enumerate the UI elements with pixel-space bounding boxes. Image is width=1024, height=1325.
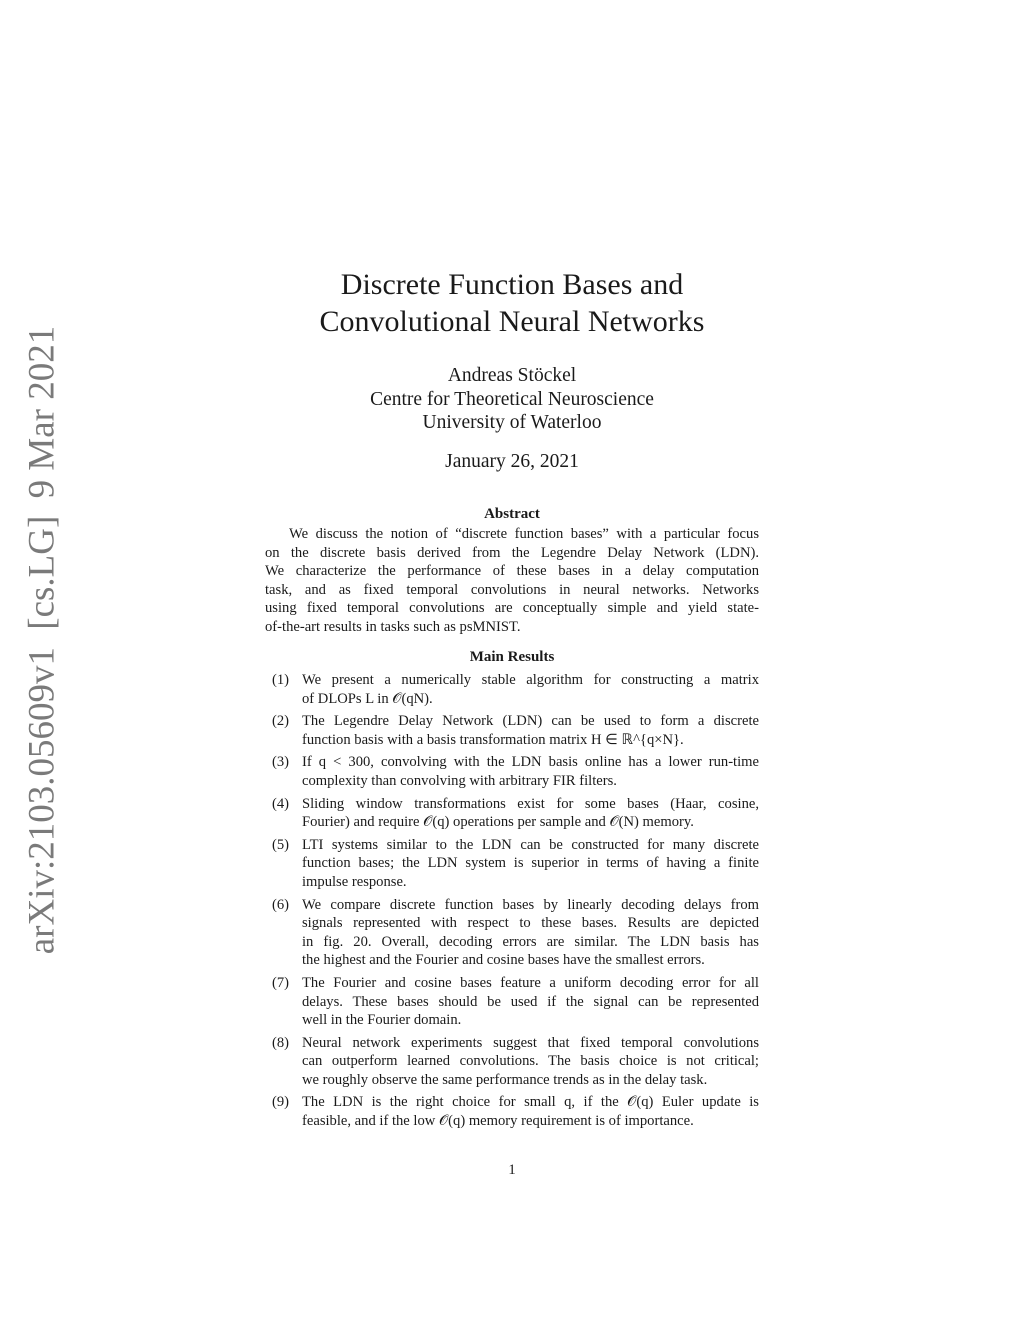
result-text-line: can outperform learned convolutions. The basis choice is not critical; [302, 1053, 759, 1070]
result-item [272, 795, 759, 832]
paper-date: January 26, 2021 [445, 451, 579, 472]
result-item [272, 836, 759, 892]
result-number: (2) [272, 713, 290, 730]
result-text-line: function basis with a basis transformation matrix H ∈ ℝ^{q×N}. [302, 731, 684, 748]
result-text-line: We present a numerically stable algorithm for constructing a matrix [302, 672, 759, 688]
abstract-line: We characterize the performance of these bases in a delay computation [265, 563, 759, 580]
result-text-line: Neural network experiments suggest that fixed temporal convolutions [302, 1034, 759, 1051]
main-results-heading: Main Results [469, 649, 555, 665]
result-number: (6) [272, 896, 290, 913]
result-text-line: impulse response. [302, 873, 407, 890]
result-text-line: Fourier) and require 𝒪(q) operations per sample and 𝒪(N) memory. [302, 814, 694, 831]
author-affiliation-1: Centre for Theoretical Neuroscience [370, 388, 654, 410]
paper-title [0, 266, 1024, 340]
result-text-line: complexity than convolving with arbitrary FIR filters. [302, 772, 617, 789]
result-item [272, 896, 759, 970]
result-number: (8) [272, 1034, 290, 1051]
result-item [272, 1093, 759, 1130]
result-text-line: the highest and the Fourier and cosine bases have the smallest errors. [302, 952, 705, 969]
result-text-line: feasible, and if the low 𝒪(q) memory requirement is of importance. [302, 1113, 694, 1130]
result-text-line: We compare discrete function bases by linearly decoding delays from [302, 896, 759, 913]
result-text-line: The LDN is the right choice for small q, if the 𝒪(q) Euler update is [302, 1094, 759, 1111]
result-text-line: of DLOPs L in 𝒪(qN). [302, 690, 433, 707]
result-number: (9) [272, 1094, 290, 1111]
result-text-line: If q < 300, convolving with the LDN basis online has a lower run-time [302, 754, 759, 771]
result-text-line: Sliding window transformations exist for some bases (Haar, cosine, [302, 795, 759, 812]
result-text-line: delays. These bases should be used if the signal can be represented [302, 993, 759, 1010]
result-text-line: well in the Fourier domain. [302, 1012, 462, 1029]
abstract-line: We discuss the notion of “discrete function bases” with a particular focus [289, 526, 759, 542]
arxiv-category: [cs.LG] [21, 515, 63, 630]
result-text-line: The Fourier and cosine bases feature a uniform decoding error for all [302, 974, 759, 991]
result-item [272, 753, 759, 790]
result-number: (4) [272, 795, 290, 812]
result-item [272, 712, 759, 749]
result-number: (1) [272, 672, 290, 688]
result-text-line: signals represented with respect to these bases. Results are depicted [302, 915, 759, 932]
abstract-line: task, and as fixed temporal convolutions in neural networks. Networks [265, 581, 759, 598]
result-item [272, 671, 759, 708]
author-block [0, 364, 1024, 435]
abstract-body [265, 525, 759, 637]
abstract-heading: Abstract [484, 506, 540, 522]
arxiv-id: arXiv:2103.05609v1 [21, 646, 63, 955]
page-number: 1 [508, 1162, 516, 1178]
result-text-line: The Legendre Delay Network (LDN) can be used to form a discrete [302, 713, 759, 730]
main-results-list [272, 671, 759, 1135]
result-text-line: we roughly observe the same performance trends as in the delay task. [302, 1071, 708, 1088]
abstract-line: on the discrete basis derived from the Legendre Delay Network (LDN). [265, 544, 759, 561]
result-item [272, 1034, 759, 1090]
result-number: (5) [272, 836, 290, 853]
result-text-line: function bases; the LDN system is superior in terms of having a finite [302, 855, 759, 872]
result-text-line: in fig. 20. Overall, decoding errors are similar. The LDN basis has [302, 933, 759, 950]
title-line-2: Convolutional Neural Networks [319, 305, 705, 338]
result-number: (7) [272, 974, 290, 991]
abstract-line: of-the-art results in tasks such as psMNIST. [265, 618, 521, 635]
result-item [272, 974, 759, 1030]
author-name: Andreas Stöckel [447, 365, 577, 386]
arxiv-date: 9 Mar 2021 [21, 325, 63, 499]
result-number: (3) [272, 754, 290, 771]
author-affiliation-2: University of Waterloo [422, 412, 602, 433]
abstract-line: using fixed temporal convolutions are conceptually simple and yield state- [265, 600, 759, 617]
title-line-1: Discrete Function Bases and [340, 268, 684, 301]
result-text-line: LTI systems similar to the LDN can be constructed for many discrete [302, 836, 759, 853]
